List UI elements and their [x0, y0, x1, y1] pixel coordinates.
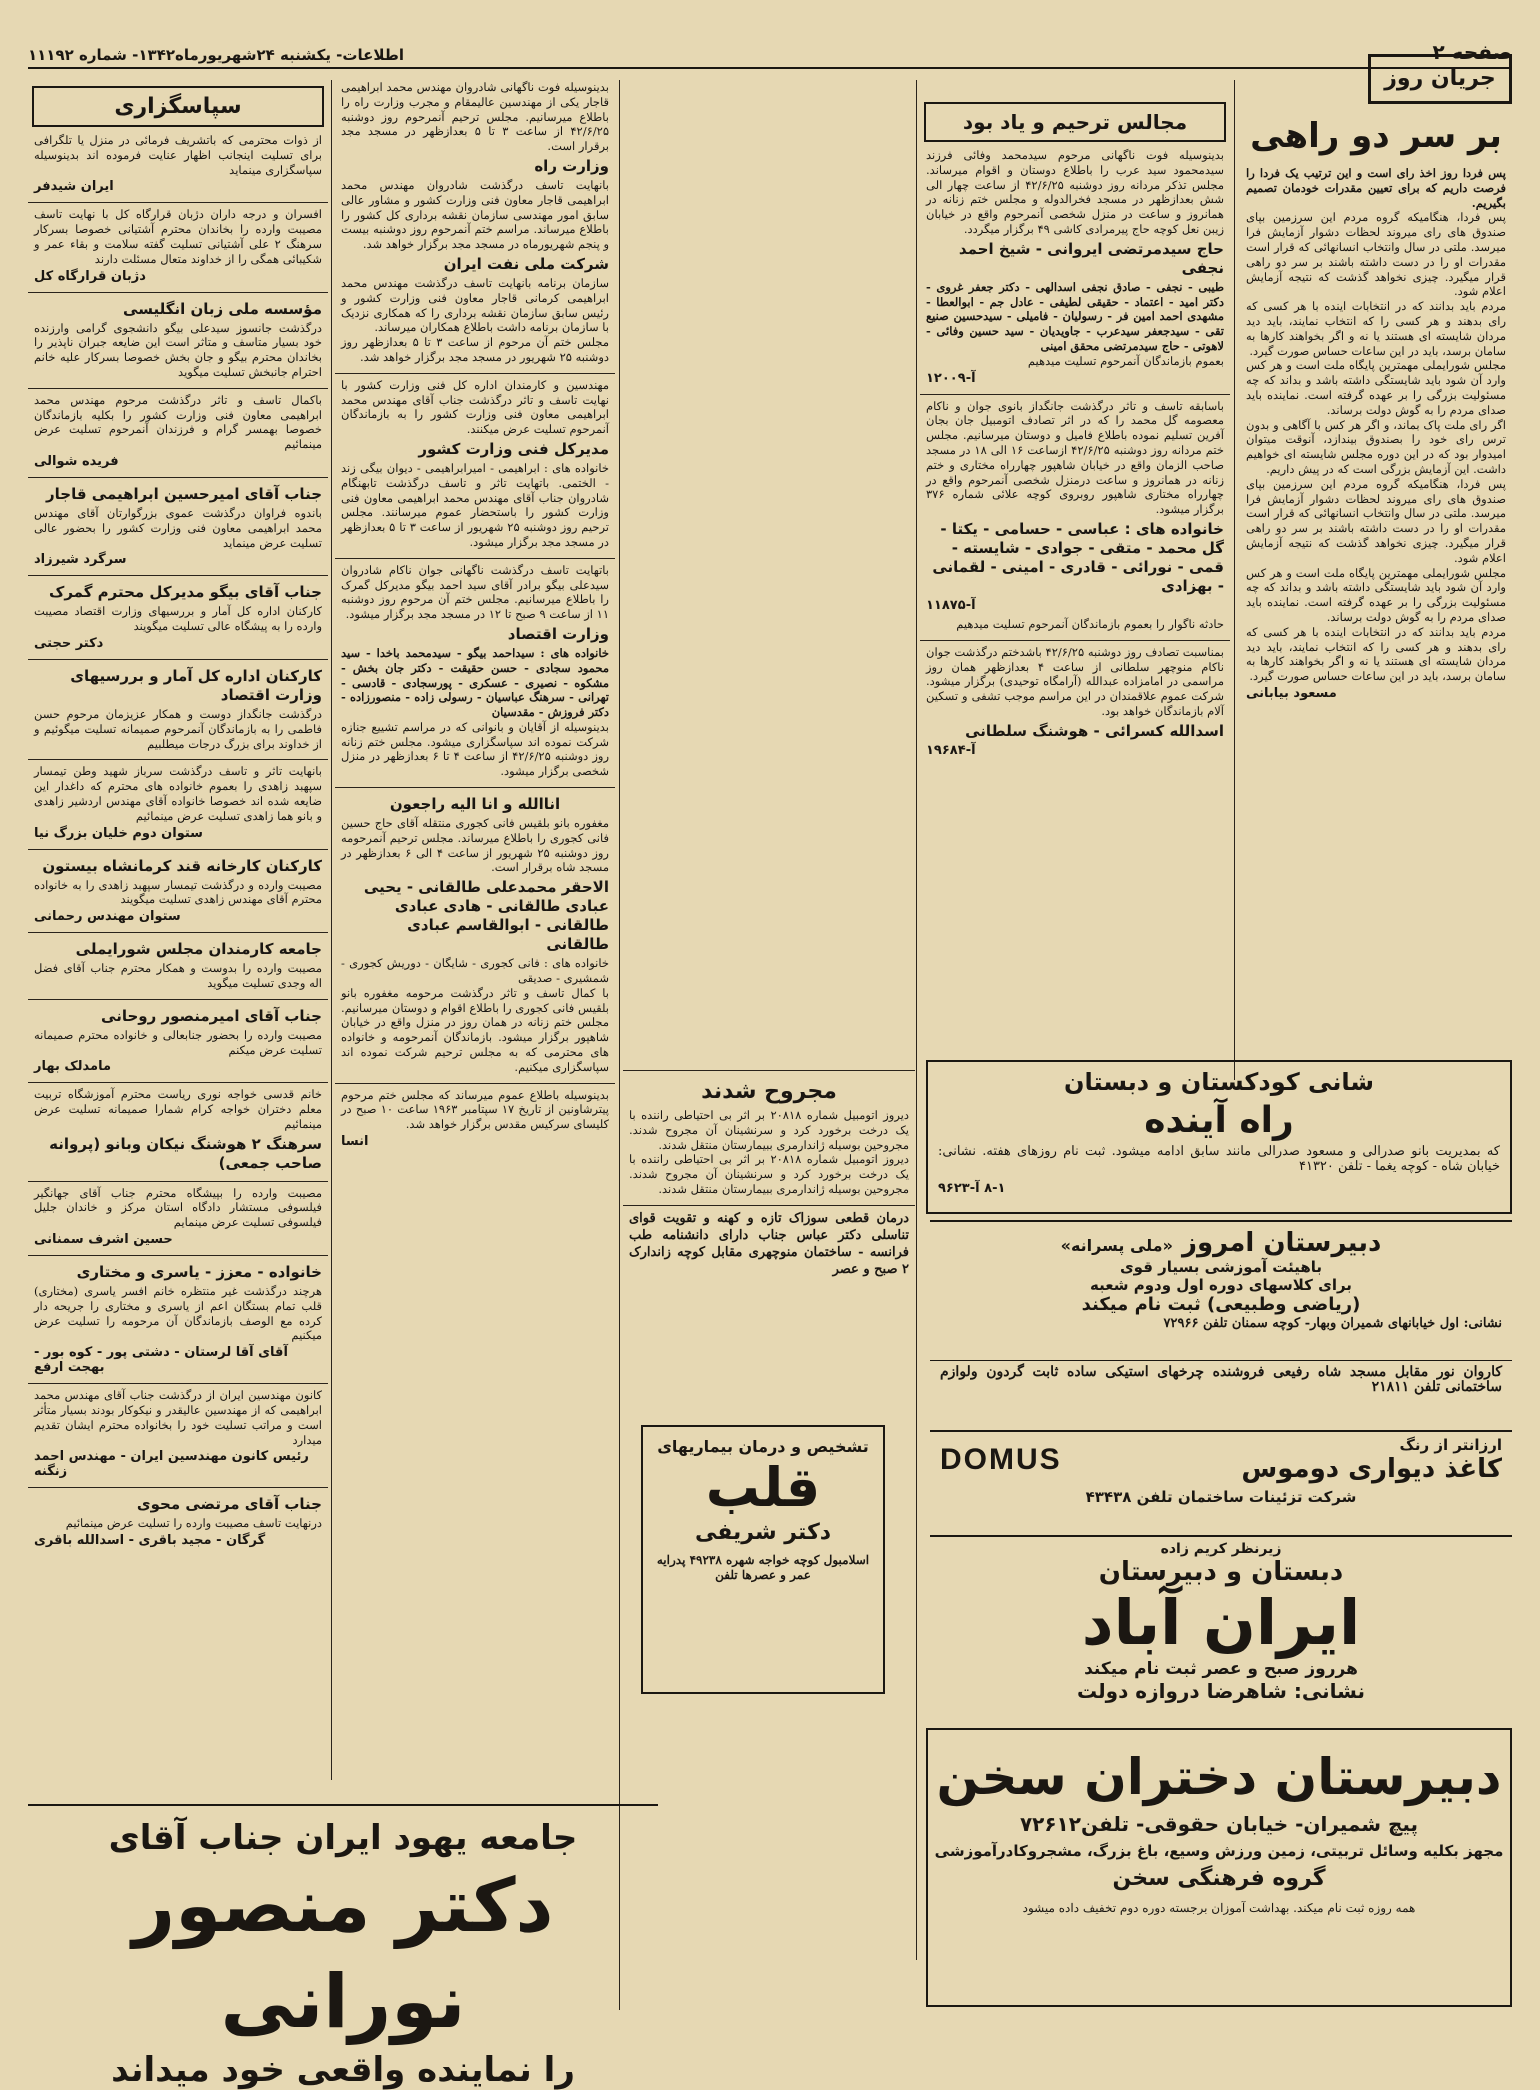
notice-text: مغفوره بانو بلقیس فانی کجوری منتقله آقای حاج حسین فانی کجوری را باطلاع میرساند. مجلس ترحیم آنمرحومه روز دوشنبه ۲۵ شهریور از ساعت ۴ الی ۶ بعدازظهر در مسجد شاه برقرار است. — [341, 816, 609, 875]
editorial-lead: پس فردا روز اخذ رای است و این ترتیب یک فردا را فرصت داریم که برای تعیین مقدرات خودمان تصمیم بگیریم. — [1246, 166, 1506, 210]
notice-signature: حسین اشرف سمنانی — [34, 1232, 173, 1248]
ad-sokhan-name: دبیرستان دختران سخن — [936, 1748, 1502, 1806]
notice-heading: جناب آقای امیرمنصور روحانی — [101, 1006, 322, 1025]
ad-iranabad — [930, 1535, 1512, 1717]
notice-heading: الاحقر محمدعلی طالقانی - یحیی عبادی طالقانی - هادی عبادی طالقانی - ابوالقاسم عبادی طالقانی — [363, 878, 609, 954]
notice-signature: انسا — [341, 1134, 369, 1150]
memorial-column — [920, 96, 1230, 1466]
notice-text: بمناسبت تصادف روز دوشنبه ۴۲/۶/۲۵ باشدختم درگذشت جوان ناکام منوچهر سلطانی از ساعت ۴ بعدازظهر همان روز مراسمی در امامزاده عبدالله (آرامگاه توحیدی) برگزار میشود. شرکت عموم علاقمندان در این مراسم موجب تشفی و تسکین آلام بازماندگان خواهد بود. — [926, 644, 1224, 718]
injured-notice — [623, 1070, 915, 1410]
notice-text: مجلس ختم آن مرحوم از ساعت ۳ تا ۵ بعدازظهر روز دوشنبه ۲۵ شهریور در مسجد مجد برگزار خواهد شد. — [341, 335, 609, 364]
notice-text: سازمان برنامه بانهایت تاسف درگذشت مهندس محمد ابراهیمی کرمانی قاجار معاون فنی وزارت کشور و رئیس سابق سازمان نقشه برداری را که همکاری نزدیک با سازمان برنامه داشت باطلاع همکاران میرساند. — [341, 275, 609, 335]
masthead — [28, 38, 1512, 69]
column-badge: جریان روز — [1368, 54, 1512, 104]
notice-signature: ستوان مهندس رحمانی — [34, 909, 181, 925]
notice-signature: فریده شوالی — [34, 453, 119, 469]
notice-text: افسران و درجه داران دژبان قرارگاه کل با نهایت تاسف مصیبت وارده را بخاندان محترم آشتیانی خصوصا بسرکار سرهنگ ۲ علی آشتیانی تسلیت گفته سلامت و بقاء عمر و شکیبائی همگی را از خداوند متعال مسئلت دارند — [34, 207, 322, 266]
notice-text: بدینوسیله از آقایان و بانوانی که در مراسم تشییع جنازه شرکت نموده اند سپاسگزاری میشود. مجلس ختم زنانه روز دوشنبه ۴۲/۶/۲۵ از ساعت ۴ تا ۶ بعدازظهر در منزل شخصی برگزار میشود. — [341, 719, 610, 779]
notice-heading: مدیرکل فنی وزارت کشور — [418, 439, 609, 458]
ad-high-school-line: (ریاضی وطبیعی) ثبت نام میکند — [1081, 1294, 1361, 1315]
notice-text: کانون مهندسین ایران از درگذشت جناب آقای مهندس محمد ابراهیمی که از مهندسین عالیقدر و نیکوکار بودند بسیار متأثر است و مراتب تسلیت خود را بخانواده محترم ایشان تقدیم میدارد — [34, 1388, 322, 1447]
notice-code: آ-۱۹۶۸۴ — [926, 742, 976, 758]
editorial-paragraph: پس فردا، هنگامیکه گروه مردم این سرزمین بپای صندوق های رای میروند لحظات دشوار آزمایش فرا میرسد. ملتی در سال وانتخاب انسانهائی که قرار است مقدرات او را در دست داشته باشند بر سر دو راهی قرار میگیرد. چیزی نخواهد گذشت که نتیجه آزمایش اعلام شود. — [1246, 476, 1506, 565]
notice-heading: اناالله و انا الیه راجعون — [389, 795, 561, 814]
memorial-header: مجالس ترحیم و یاد بود — [924, 102, 1226, 142]
editorial-paragraph: پس فردا، هنگامیکه گروه مردم این سرزمین بپای صندوق های رای میروند لحظات دشوار آزمایش فرا میرسد. ملتی در سال وانتخاب انسانهائی که قرار است مقدرات او را در دست داشته باشند بر سر دو راهی قرار میگیرد. چیزی نخواهد گذشت که نتیجه آزمایش اعلام شود. — [1246, 210, 1506, 299]
bottom-announcement — [28, 1804, 658, 2090]
notice-text: بدینوسیله فوت ناگهانی شادروان مهندس محمد ابراهیمی قاجار یکی از مهندسین عالیمقام و مجرب وزارت راه را باطلاع میرسانیم. مجلس ترحیم آنمرحوم روز دوشنبه ۴۲/۶/۲۵ از ساعت ۳ تا ۵ بعدازظهر در مسجد مجد برقرار است. — [341, 80, 609, 154]
notice-code: آ-۱۱۸۷۵ — [926, 597, 976, 613]
ad-sokhan-footer: همه روزه ثبت نام میکند. بهداشت آموزان برجسته دوره دوم تخفیف داده میشود — [1022, 1901, 1416, 1915]
ad-kindergarten-name: راه آینده — [1144, 1100, 1294, 1141]
notice-heading: وزارت اقتصاد — [507, 624, 609, 643]
injured-text: دیروز اتومبیل شماره ۲۰۸۱۸ بر اثر بی احتیاطی راننده با یک درخت برخورد کرد و سرنشینان آن مجروح شدند. مجروحین بوسیله ژاندارمری ببیمارستان منتقل شدند. — [629, 1108, 909, 1152]
notice-text: با کمال تاسف و تاثر درگذشت مرحومه مغفوره بانو بلقیس فانی کجوری را باطلاع اقوام و دوستان میرسانیم. مجلس ختم زنانه در همان روز در منزل واقع در خیابان شاهپور برگزار میشود. بازماندگان آنمرحومه و خانواده های محترمی که به مجلس ترحیم شرکت نموده اند سپاسگزاری میکنیم. — [341, 985, 609, 1074]
notice-heading: سرهنگ ۲ هوشنگ نیکان وبانو (پروانه صاحب جمعی) — [49, 1134, 322, 1172]
ad-clinic-title: تشخیص و درمان بیماریهای — [657, 1437, 869, 1456]
notice-heading: خانواده - معزز - یاسری و مختاری — [76, 1263, 322, 1282]
editorial-column — [1240, 108, 1512, 1048]
bottom-name: دکتر منصور نورانی — [132, 1863, 554, 2045]
ad-heart-clinic — [641, 1425, 885, 1694]
editorial-paragraph: اگر رای ملت پاک بماند، و اگر هر کس با آگاهی و بدون ترس رای خود را بصندوق بیندازد، آنوقت میتوان امیدوار بود که در این دوره مجلس شایسته ای خواهیم داشت. این آزمایش بزرگی است که در پیش داریم. — [1246, 417, 1506, 476]
ad-iranabad-top: زیرنظر کریم زاده — [1160, 1541, 1282, 1557]
notice-heading: جامعه کارمندان مجلس شورایملی — [75, 940, 322, 959]
notice-text: مصیبت وارده را بدوست و همکار محترم جناب آقای فضل اله وجدی تسلیت میگوید — [34, 961, 322, 990]
notices-column-4 — [335, 80, 615, 2060]
notice-text: هرچند درگذشت غیر منتظره خانم افسر یاسری (مختاری) قلب تمام بستگان اعم از یاسری و مختاری را جریحه دار کرده مع الوصف بازماندگان آن مرحومه را تسلیت عرض میکنیم — [34, 1284, 322, 1343]
notice-heading: جناب آقای مرتضی محوی — [136, 1495, 322, 1514]
notice-text: مصیبت وارده را بپیشگاه محترم جناب آقای جهانگیر فیلسوفی مستشار دادگاه استان مرکز و خاندان جلیل فیلسوفی تسلیت عرض مینمایم — [34, 1185, 322, 1230]
notice-text: باسابقه تاسف و تاثر درگذشت جانگداز بانوی جوان و ناکام معصومه گل محمد را که در اثر تصادف اتومبیل جان بجان آفرین تسلیم نموده باطلاع فامیل و دوستان میرسانیم. مجلس ختم مردانه روز دوشنبه ۴۲/۶/۲۵ ازساعت ۱۶ الی ۱۸ در مسجد صاحب الزمان واقع در خیابان شاهپور چهارراه مختاری و ختم زنانه در همانروز و ساعت درمنزل شخصی آنمرحوم واقع در چهارراه مختاری شاهپور روبروی کوچه علائی شماره ۳۷۶ برگزار میشود. — [926, 398, 1224, 517]
ad-iranabad-line1: هرروز صبح و عصر ثبت نام میکند — [1084, 1659, 1358, 1679]
page-number: صفحه ۲ — [1432, 40, 1512, 64]
ad-domus-line1: ارزانتر از رنگ — [1399, 1436, 1502, 1454]
ad-domus-brand: DOMUS — [940, 1443, 1062, 1476]
notice-signature: گرگان - مجید باقری - اسدالله باقری — [34, 1533, 266, 1549]
notice-heading: خانواده های : عباسی - حسامی - یکتا - گل محمد - متقی - جوادی - شایسته - قمی - نورائی - قادری - امینی - لقمانی - بهزادی — [932, 519, 1224, 595]
ad-kindergarten-title: شانی کودکستان و دبستان — [1064, 1068, 1374, 1096]
ad-sokhan-line3: گروه فرهنگی سخن — [1112, 1866, 1326, 1891]
notice-text: باتهایت تاسف درگذشت ناگهانی جوان ناکام شادروان سیدعلی بیگو برادر آقای سید احمد بیگو مدیرکل گمرک را باطلاع میرسانیم. مجلس ختم آن مرحوم روز دوشنبه ۱۱ از ساعت ۹ صبح تا ۱۲ در مسجد مجد برگزار میشود. — [341, 562, 609, 622]
notice-signature: دژبان قرارگاه کل — [34, 268, 146, 284]
notice-heading: مؤسسه ملی زبان انگلیسی — [123, 299, 322, 318]
ad-high-school-line: باهیئت آموزشی بسیار قوی — [1119, 1258, 1323, 1276]
notice-text: باندوه فراوان درگذشت عموی بزرگوارتان آقای مهندس محمد ابراهیمی معاون فنی وزارت کشور را بحضور عالی تسلیت عرض مینماید — [34, 505, 322, 550]
ad-sokhan-line2: مجهز بکلیه وسائل تربیتی، زمین ورزش وسیع، باغ بزرگ، مشجروکادرآموزشی — [934, 1842, 1504, 1860]
notice-text: بدینوسیله باطلاع عموم میرساند که مجلس ختم مرحوم پیترشاونین از تاریخ ۱۷ سپتامبر ۱۹۶۳ ساعت ۱۰ صبح در کلیسای سرکیس مقدس برگزار خواهد شد. — [341, 1087, 609, 1132]
notice-heading: جناب آقای بیگو مدیرکل محترم گمرک — [48, 583, 322, 602]
ad-domus-line3: شرکت تزئینات ساختمان تلفن ۴۳۴۳۸ — [1085, 1488, 1357, 1506]
clinic-small-ad: درمان قطعی سوزاک تازه و کهنه و تقویت قوای تناسلی دکتر عباس جناب دارای دانشنامه طب فرانسه - ساختمان منوچهری مقابل کوچه زاندارک ۲ صبح و عصر — [629, 1210, 909, 1277]
notice-text: طیبی - نجفی - صادق نجفی اسدالهی - دکتر جعفر غروی - دکتر امید - اعتماد - حقیقی لطیفی - عادل جم - ابوالعطا - مشهدی احمد امین فر - رسولیان - فامیلی - سیدحسین صنیع تقی - سیدجعفر سیدعرب - جاویدیان - سید حسین وفائی - لاهوتی - حاج سیدمرتضی محقق امینی — [926, 279, 1224, 353]
notice-text: بانهایت تاثر و تاسف درگذشت سرباز شهید وطن تیمسار سپهبد زاهدی را بعموم خانواده های محترم که داغدار این ضایعه شده اند خصوصا خانواده آقای مهندس اردشیر زاهدی و بانو هما زاهدی تسلیت عرض مینمائیم — [34, 764, 322, 823]
ad-clinic-doctor: دکتر شریفی — [694, 1520, 832, 1545]
injured-title: مجروح شدند — [701, 1079, 837, 1104]
notice-heading: جناب آقای امیرحسین ابراهیمی قاجار — [46, 484, 322, 503]
ad-sokhan-line1: پیچ شمیران- خیابان حقوقی- تلفن۷۲۶۱۲ — [1019, 1812, 1419, 1836]
notice-text: بانهایت تاسف درگذشت شادروان مهندس محمد ابراهیمی قاجار معاون فنی وزارت کشور و مشاور عالی سابق امور مهندسی سازمان نقشه برداری کل کشور را باطلاع میرساند. مراسم ختم آنمرحوم روز دوشنبه بیست و پنجم شهریورماه در مسجد مجد برگزار خواهد شد. — [341, 177, 609, 252]
notice-heading: شرکت ملی نفت ایران — [443, 254, 609, 273]
ad-high-school-name: دبیرستان امروز «ملی پسرانه» — [1060, 1228, 1382, 1258]
notice-heading: کارکنان کارخانه قند کرمانشاه بیستون — [42, 856, 322, 875]
editorial-title: بر سر دو راهی — [1250, 116, 1502, 156]
column-rule — [1234, 80, 1235, 1080]
editorial-paragraph: مردم باید بدانند که در انتخابات اینده با هر کسی که رای بدهند و هر کسی را که انتخاب نمایند، باید دید مردان شایسته ای هستند یا نه و اگر بخواهند کارها به سامان برسد، باید در این ساعات حساس صورت گیرد. — [1246, 299, 1506, 358]
ad-iranabad-name: ایران آباد — [1081, 1586, 1361, 1659]
notice-heading: اسدالله کسرائی - هوشنگ سلطانی — [965, 721, 1224, 740]
ad-iranabad-line2: نشانی: شاهرضا دروازه دولت — [1076, 1679, 1366, 1703]
notice-text: باکمال تاسف و تاثر درگذشت مرحوم مهندس محمد ابراهیمی معاون فنی وزارت کشور را بکلیه بازماندگان خصوصا بهمسر گرام و فرزندان آنمرحوم تسلیت عرض مینمائیم — [34, 392, 322, 452]
notice-text: درگذشت جانگداز دوست و همکار عزیزمان مرحوم حسن فاطمی را به بازماندگان آنمرحوم صمیمانه تسلیت میگوئیم و از خداوند برای بزرگ درجات میطلبیم — [34, 706, 322, 751]
notice-text: بعموم بازماندگان آنمرحوم تسلیت میدهیم — [1027, 353, 1224, 368]
thanks-header: سپاسگزاری — [32, 86, 324, 127]
column-rule — [619, 80, 620, 2010]
ad-sokhan — [926, 1728, 1512, 2007]
ad-high-school-address: نشانی: اول خیابانهای شمیران وبهار- کوچه سمنان تلفن ۷۲۹۶۶ — [1163, 1316, 1502, 1331]
notice-signature: مامدلک بهار — [34, 1059, 112, 1075]
notice-text: خانواده های : فانی کجوری - شایگان - دوریش کجوری - شمشیری - صدیقی — [341, 956, 609, 986]
editorial-paragraph: مجلس شورایملی مهمترین پایگاه ملت است و هر کس وارد آن شود باید شایستگی داشته باشد و بداند که چه مسئولیت بزرگی را بر عهده گرفته است. نماینده باید صدای مردم را به گوش دولت برساند. — [1246, 565, 1506, 624]
notices-column-6 — [28, 80, 328, 1780]
notice-heading: وزارت راه — [534, 156, 609, 175]
injured-text: دیروز اتومبیل شماره ۲۰۸۱۸ بر اثر بی احتیاطی راننده با یک درخت برخورد کرد و سرنشینان آن مجروح شدند. مجروحین بوسیله ژاندارمری ببیمارستان منتقل شدند. — [629, 1152, 909, 1196]
notice-signature: ستوان دوم خلیان بزرگ نیا — [34, 825, 203, 841]
notice-text: مهندسین و کارمندان اداره کل فنی وزارت کشور با نهایت تاسف و تاثر درگذشت جناب آقای مهندس محمد ابراهیمی معاون فنی وزارت کشور را به بازماندگان آنمرحوم تسلیت عرض میکنند. — [341, 377, 609, 437]
notice-text: حادثه ناگوار را بعموم بازماندگان آنمرحوم تسلیت میدهیم — [956, 616, 1224, 631]
notice-code: آ-۱۲۰۰۹ — [926, 370, 976, 386]
notice-heading: حاج سیدمرتضی ایروانی - شیخ احمد نجفی — [958, 239, 1224, 277]
editorial-paragraph: مجلس شورایملی مهمترین پایگاه ملت است و هر کس وارد آن شود باید شایستگی داشته باشد و بداند که چه مسئولیت بزرگی را بر عهده گرفته است. نماینده باید صدای مردم را به گوش دولت برساند. — [1246, 358, 1506, 417]
notice-signature: ایران شیدفر — [34, 179, 114, 195]
column-rule — [916, 80, 917, 1960]
notice-text: خانم قدسی خواجه نوری ریاست محترم آموزشگاه تربیت معلم دختران خواجه کرام شمارا صمیمانه تسلیت عرض مینمائیم — [34, 1087, 322, 1131]
notice-text: درگذشت جانسوز سیدعلی بیگو دانشجوی گرامی وارزنده خود بسیار متاسف و متاثر است این ضایعه جبران ناپذیر را بخاندان محترم بیگو و جان بخش خصوصا بسرکار عليه خانم احترام جانبخش تسلیت میگوید — [34, 320, 322, 379]
ad-clinic-address: اسلامبول کوچه خواجه شهره ۴۹۲۳۸ پدرایه عمر و عصرها تلفن — [656, 1553, 870, 1582]
notice-text: از ذوات محترمی که باتشریف فرمائی در منزل یا تلگرافی برای تسلیت اینجانب اظهار عنایت فرموده اند بدینوسیله سپاسگزاری مینماید — [34, 133, 322, 177]
bottom-line1: جامعه یهود ایران جناب آقای — [108, 1818, 578, 1858]
notices-column-4a — [623, 80, 915, 1060]
editorial-signature: مسعود بیابانی — [1246, 685, 1337, 701]
notice-text: بدینوسیله فوت ناگهانی مرحوم سیدمحمد وفائی فرزند سیدمحمود سید عرب را باطلاع دوستان و اقوام میرساند. مجلس تذکر مردانه روز دوشنبه ۴۲/۶/۲۵ از ساعت چهار الی شش بعدازظهر در مسجد فخرالدوله و مجلس ختم زنانه در همانروز و ساعت در منزل شخصی آنمرحوم واقع در خیابان زیبن نعل کوچه حاج پیرمرادی کاشی ۴۹ برگزار میگردد. — [926, 148, 1224, 236]
ad-kindergarten-code: ۸-۱ آ-۹۶۲۳ — [938, 1180, 1006, 1196]
column-rule — [331, 80, 332, 1780]
notice-signature: سرگرد شیرزاد — [34, 552, 127, 568]
bottom-line2: را نماینده واقعی خود میداند — [111, 2050, 575, 2090]
ad-high-school-line: برای کلاسهای دوره اول ودوم شعبه — [1090, 1276, 1352, 1294]
notice-text: کارکنان اداره کل آمار و بررسیهای وزارت اقتصاد مصیبت وارده را به پیشگاه عالی تسلیت میگویند — [34, 604, 322, 634]
ad-kindergarten-text: که بمدیریت بانو صدرالی و مسعود صدرالی مانند سابق ادامه میشود. ثبت نام روزهای هفته. نشانی: خیابان شاه - کوچه یغما - تلفن ۴۱۳۲۰ — [938, 1144, 1500, 1174]
notice-signature: دکتر حجتی — [34, 635, 104, 651]
notice-signature: رئیس کانون مهندسین ایران - مهندس احمد زنگنه — [34, 1449, 309, 1480]
issue-line: اطلاعات- یکشنبه ۲۴شهریورماه۱۳۴۲- شماره ۱۱۱۹۲ — [28, 46, 405, 64]
notice-text: درنهایت تاسف مصیبت وارده را تسلیت عرض مینمائیم — [65, 1516, 322, 1531]
editorial-paragraph: مردم باید بدانند که در انتخابات اینده با هر کسی که رای بدهند و هر کسی را که انتخاب نمایند، باید دید مردان شایسته ای هستند یا نه و اگر بخواهند کارها به سامان برسد، باید در این ساعات حساس صورت گیرد. — [1246, 624, 1506, 684]
ad-domus-line2: کاغذ دیواری دوموس — [1241, 1454, 1502, 1484]
ad-iranabad-sub: دبستان و دبیرستان — [1098, 1557, 1344, 1587]
notice-text: مصیبت وارده را بحضور جنابعالی و خانواده محترم صمیمانه تسلیت عرض میکنم — [34, 1027, 322, 1057]
notice-heading: کارکنان اداره کل آمار و بررسیهای وزارت اقتصاد — [70, 666, 322, 704]
notice-text: خانواده های : سیداحمد بیگو - سیدمحمد باخدا - سید محمود سجادی - حسن حقیقت - دکتر جان بخش - مشکوه - نصیری - عسکری - پورسجادی - قادسی - تهرانی - سرهنگ عباسیان - رسولی زاده - منصورزاده - دکتر فروزش - مقدسیان — [341, 645, 609, 720]
ad-karvan-text: کاروان نور مقابل مسجد شاه رفیعی فروشنده چرخهای استیکی ساده ثابت گردون ولوازم ساختمانی تلفن ۲۱۸۱۱ — [940, 1364, 1502, 1395]
ad-clinic-name: قلب — [705, 1456, 821, 1519]
notice-signature: آقای آقا لرستان - دشتی پور - کوه بور - بهجت ارفع — [34, 1345, 288, 1376]
notice-text: خانواده های : ابراهیمی - امیرابراهیمی - دیوان بیگی زند - الختمی. باتهایت تاثر و تاسف درگذشت تابهنگام شادروان جناب آقای مهندس محمد ابراهیمی معاون فنی وزارت کشور را باستحضار عموم میرسانند. مجلس ترحیم روز دوشنبه ۲۵ شهریور از ساعت ۳ تا ۵ بعدازظهر در مسجد مجد برگزار میشود. — [341, 460, 609, 549]
notice-text: مصیبت وارده و درگذشت تیمسار سپهبد زاهدی را به خانواده محترم آقای مهندس زاهدی تسلیت میگویند — [34, 877, 322, 907]
